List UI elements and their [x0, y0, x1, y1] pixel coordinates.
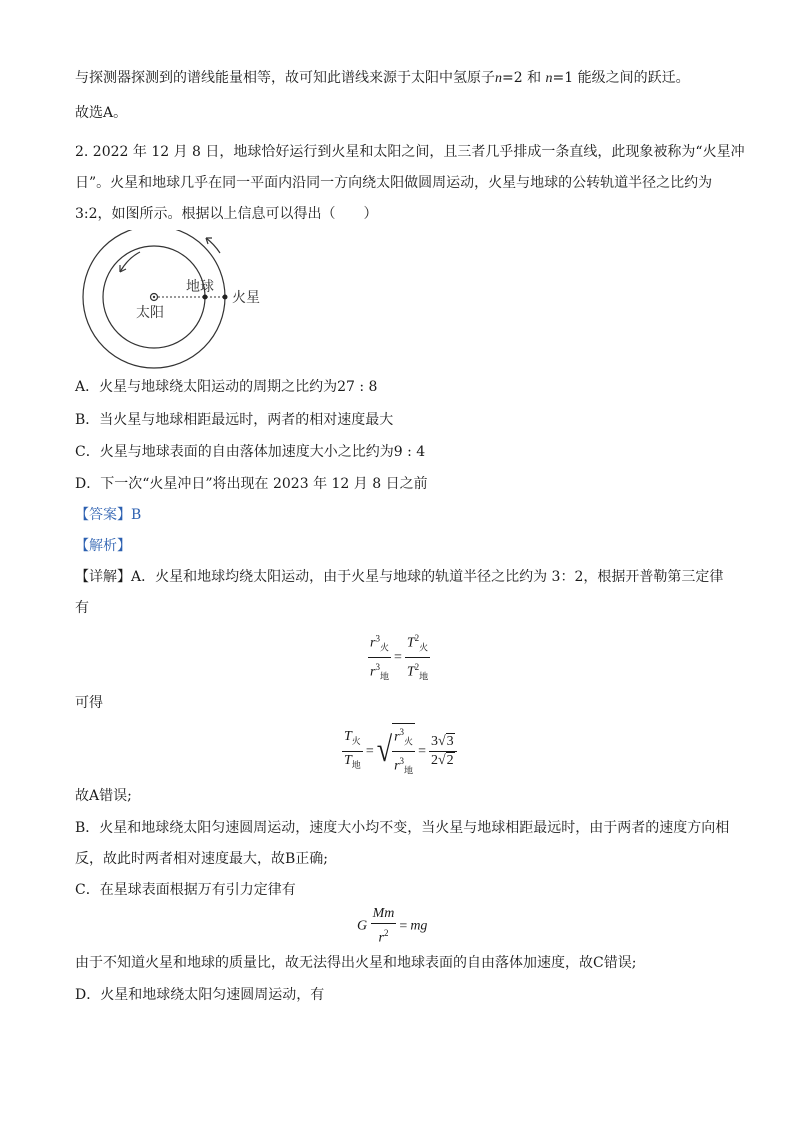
mars-marker [223, 295, 228, 300]
earth-direction-arrow [120, 252, 140, 272]
option-a: A．火星与地球绕太阳运动的周期之比约为27 : 8 [75, 379, 378, 395]
prev-explanation-line: 与探测器探测到的谱线能量相等，故可知此谱线来源于太阳中氢原子n=2 和 n=1 能级之间的跃迁。 [75, 70, 690, 86]
explain-kedei: 可得 [75, 695, 103, 711]
mars-label: 火星 [232, 290, 260, 306]
question-line-2: 日”。火星和地球几乎在同一平面内沿同一方向绕太阳做圆周运动，火星与地球的公转轨道半径之比约为 [75, 175, 713, 191]
sun-label: 太阳 [136, 305, 164, 321]
explain-b-line-2: 反，故此时两者相对速度最大，故B正确; [75, 851, 329, 867]
explain-a-wrong: 故A错误; [75, 788, 132, 804]
earth-marker [203, 295, 208, 300]
gravity-formula: G $\frac{Mm}{r^2}$ = mg [357, 906, 428, 946]
explain-d-line-1: D．火星和地球绕太阳匀速圆周运动，有 [75, 987, 325, 1003]
question-line-1: 2. 2022 年 12 月 8 日，地球恰好运行到火星和太阳之间，且三者几乎排成一条直线，此现象被称为“火星冲 [75, 144, 745, 160]
period-ratio-formula: $\frac{T_火}{T_地}$ = √ $\frac{r^3_火}{r^3_地}$ = $\frac{3√3}{2√2}$ [342, 723, 457, 780]
explain-c-line-1: C．在星球表面根据万有引力定律有 [75, 882, 296, 898]
option-c: C．火星与地球表面的自由落体加速度大小之比约为9 : 4 [75, 444, 426, 460]
explain-c-line-2: 由于不知道火星和地球的质量比，故无法得出火星和地球表面的自由落体加速度，故C错误; [75, 955, 637, 971]
kepler-third-law-formula: $\frac{r^3_火}{r^3_地}$ = $\frac{T^2_火}{T^2_地}$ [368, 630, 430, 686]
analysis-tag: 【解析】 [75, 538, 131, 554]
explain-a-line-2: 有 [75, 600, 89, 616]
explain-a-line-1: 【详解】A．火星和地球均绕太阳运动，由于火星与地球的轨道半径之比约为 3：2，根据开普勒第三定律 [75, 569, 724, 585]
orbit-diagram [80, 230, 260, 370]
explain-b-line-1: B．火星和地球绕太阳匀速圆周运动，速度大小均不变，当火星与地球相距最远时，由于两者的速度方向相 [75, 820, 730, 836]
option-d: D．下一次“火星冲日”将出现在 2023 年 12 月 8 日之前 [75, 476, 428, 492]
question-line-3: 3:2，如图所示。根据以上信息可以得出（ ） [75, 206, 378, 222]
answer: 【答案】B [75, 507, 142, 523]
earth-label: 地球 [186, 279, 214, 295]
option-b: B．当火星与地球相距最远时，两者的相对速度最大 [75, 412, 394, 428]
prev-conclusion: 故选A。 [75, 105, 128, 121]
